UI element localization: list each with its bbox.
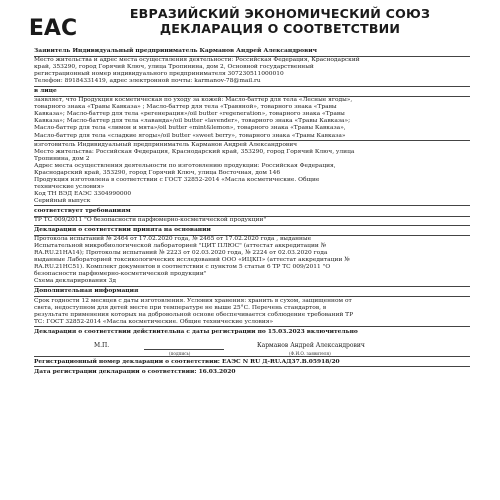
complies-line: соответствует требованиям xyxy=(34,206,131,214)
text-line: Место жительства и адрес места осуществления деятельности: Российская Федерация, Краснодарский xyxy=(34,57,360,64)
text-line: выданные Лабораторией токсикологических исследований ООО «ИЦКП» (аттестат аккредитации № xyxy=(34,257,350,264)
manufacturer-line: изготовитель Индивидуальный предприниматель Карманов Андрей Александрович xyxy=(34,141,298,148)
eac-logo xyxy=(28,8,78,41)
additional-info-heading: Дополнительная информация xyxy=(34,287,139,295)
document-header xyxy=(95,6,465,36)
stamp-place: М.П. xyxy=(94,341,110,349)
text-line: товарного знака «Травы Кавказа» ; Масло-баттер для тела «Травяной», товарного знака «Травы xyxy=(34,104,337,111)
header-union-title: ЕВРАЗИЙСКИЙ ЭКОНОМИЧЕСКИЙ СОЮЗ xyxy=(129,6,431,21)
basis-heading: Декларация о соответствии принята на основании xyxy=(34,226,211,234)
registration-number: Регистрационный номер декларации о соответствии: ЕАЭС N RU Д-RU.АД37.В.05918/20 xyxy=(34,357,340,365)
text-line: технические условия» xyxy=(34,183,105,190)
signature-caption: (подпись) xyxy=(169,350,191,356)
text-line: света, недоступном для детей месте при температуре не выше 25°С. Перечень стандартов, в xyxy=(34,304,327,311)
text-line: Адрес места осуществления деятельности по изготовлению продукции: Российская Федерация, xyxy=(34,162,336,169)
document-body xyxy=(34,47,470,376)
text-line: Телефон: 89184331419, адрес электронной почты: karmanov-78@mail.ru xyxy=(34,78,261,85)
declares-line: заявляет, что Продукция косметическая по уходу за кожей: Масло-баттер для тела «Лесные ягоды», xyxy=(34,97,353,104)
regulation-line: ТР ТС 009/2011 "О безопасности парфюмерно-косметической продукции" xyxy=(34,217,267,224)
text-line: результате применения которых на добровольной основе обеспечивается соблюдение требований ТР xyxy=(34,311,354,318)
svg-text:ЕАС: ЕАС xyxy=(28,16,78,41)
hs-code-line: Код ТН ВЭД ЕАЭС 3304990000 xyxy=(34,190,132,197)
signature-block xyxy=(34,336,470,356)
header-declaration-title: ДЕКЛАРАЦИЯ О СООТВЕТСТВИИ xyxy=(159,21,401,36)
text-line: регистрационный номер индивидуального предпринимателя 307230511000010 xyxy=(34,71,284,78)
signatory-name: Карманов Андрей Александрович xyxy=(257,341,365,349)
text-line: Масло-баттер для тела «сладкие ягоды»/oil butter «sweet berry», товарного знака «Травы Кавказа» xyxy=(34,132,346,139)
text-line: Масло-баттер для тела «лимон и мята»/oil butter «mint&lemon», товарного знака «Травы Кавказа», xyxy=(34,125,346,132)
registration-date: Дата регистрации декларации о соответствии: 16.03.2020 xyxy=(34,367,236,375)
validity-line: Декларация о соответствии действительна с даты регистрации по 15.03.2023 включительно xyxy=(34,327,358,335)
text-line: край, 353290, город Горячий Ключ, улица Тропинина, дом 2, Основной государственный xyxy=(34,64,314,71)
text-line: Место жительства: Российская Федерация, Краснодарский край, 353290, город Горячий Ключ, улица xyxy=(34,148,355,155)
text-line: Кавказа»; Масло-баттер для тела «регенерация»/oil butter «regeneration», товарного знака «Травы xyxy=(34,111,345,118)
text-line: безопасности парфюмерно-косметической продукции" xyxy=(34,271,207,278)
in-person-line: в лице xyxy=(34,87,57,95)
text-line: ТС: ГОСТ 32852-2014 «Масла косметические. Общие технические условия» xyxy=(34,318,274,325)
applicant-line: Заявитель Индивидуальный предприниматель Карманов Андрей Александрович xyxy=(34,47,317,54)
text-line: Срок годности 12 месяцев с даты изготовления. Условия хранения: хранить в сухом, защищенном от xyxy=(34,297,352,304)
text-line: RA.RU.21HC51). Комплект документов в соответствии с пунктом 5 статьи 6 ТР ТС 009/2011 "О xyxy=(34,264,331,271)
text-line: Испытательной микробиологической лабораторией "ЦИТ ПЛЮС" (аттестат аккредитации № xyxy=(34,243,327,250)
serial-line: Серийный выпуск xyxy=(34,197,91,204)
text-line: Протокола испытаний № 2464 от 17.02.2020 года, № 2465 от 17.02.2020 года , выданные xyxy=(34,236,312,243)
text-line: Краснодарский край, 353290, город Горячий Ключ, улица Восточная, дом 146 xyxy=(34,169,281,176)
name-caption: (Ф.И.О. заявителя) xyxy=(289,350,331,356)
text-line: Кавказа»; Масло-баттер для тела «лаванда»/oil butter «lavender», товарного знака «Травы Кавказа»; xyxy=(34,118,351,125)
text-line: Тропинина, дом 2 xyxy=(34,155,90,162)
text-line: RA.RU.21HA14); Протоколы испытаний № 2223 от 02.03.2020 года, № 2224 от 02.03.2020 года xyxy=(34,250,328,257)
scheme-line: Схема декларирования 3д xyxy=(34,278,116,285)
text-line: Продукция изготовлена в соответствии с ГОСТ 32852-2014 «Масла косметические. Общие xyxy=(34,176,320,183)
